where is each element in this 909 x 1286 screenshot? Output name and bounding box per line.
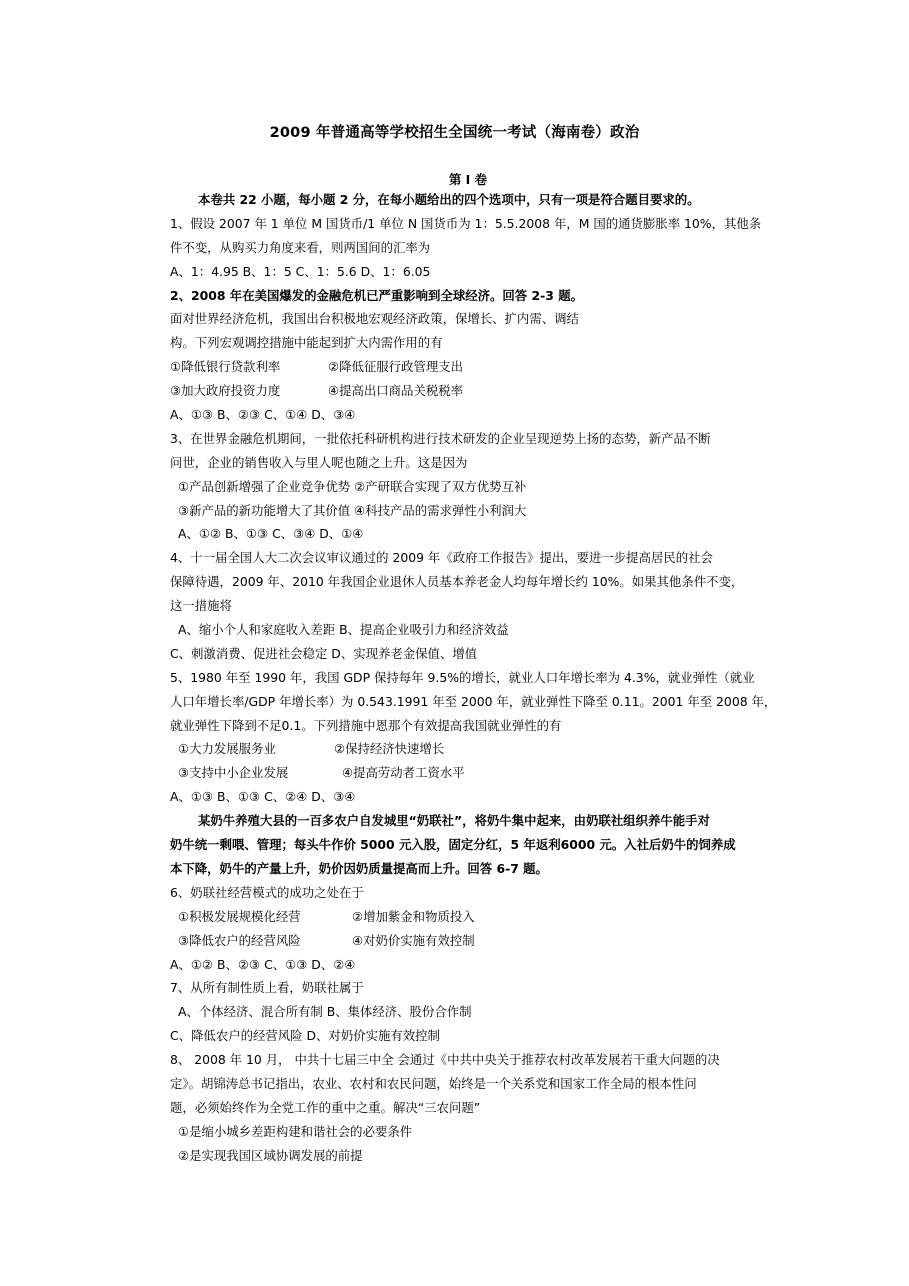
question-5-options: A、①③ B、①③ C、②④ D、③④: [170, 789, 356, 805]
question-2-stem: 2、2008 年在美国爆发的金融危机已严重影响到全球经济。回答 2-3 题。: [170, 287, 583, 303]
question-3-line-2: 问世，企业的销售收入与里人呢也随之上升。这是因为: [170, 454, 468, 470]
question-5-line-1: 5、1980 年至 1990 年，我国 GDP 保持每年 9.5%的增长，就业人口年增长率为 4.3%，就业弹性（就业: [170, 669, 755, 685]
question-5-line-2: 人口年增长率/GDP 年增长率）为 0.543.1991 年至 2000 年，就业弹性下降至 0.11。2001 年至 2008 年，: [170, 693, 777, 709]
question-7-stem: 7、从所有制性质上看，奶联社属于: [170, 980, 364, 996]
document-body: [170, 188, 782, 1168]
question-6-items-row-1: [170, 905, 782, 929]
question-4-line-1: 4、十一届全国人大二次会议审议通过的 2009 年《政府工作报告》提出，要进一步提高居民的社会: [170, 550, 713, 566]
question-3-line-1: 3、在世界金融危机期间，一批依托科研机构进行技术研发的企业呈现逆势上扬的态势，新产品不断: [170, 430, 711, 446]
question-5-line-3: 就业弹性下降到不足0.1。下列措施中恩那个有效提高我国就业弹性的有: [170, 717, 562, 733]
question-6-item-3: ③降低农户的经营风险: [178, 932, 301, 948]
question-5-items-row-1: [170, 737, 782, 761]
question-2-items-row-2: [170, 379, 782, 403]
question-1-options: A、1：4.95 B、1：5 C、1：5.6 D、1：6.05: [170, 263, 431, 279]
question-3-items-row-2: ③新产品的新功能增大了其价值 ④科技产品的需求弹性小利润大: [178, 502, 527, 518]
question-2-line-1: 面对世界经济危机，我国出台积极地宏观经济政策，保增长、扩内需、调结: [170, 311, 579, 327]
question-6-options: A、①② B、②③ C、①③ D、②④: [170, 956, 356, 972]
question-5-item-4: ④提高劳动者工资水平: [342, 765, 465, 781]
question-3-options: A、①② B、①③ C、③④ D、①④: [178, 526, 364, 542]
question-4-line-2: 保障待遇，2009 年、2010 年我国企业退休人员基本养老金人均每年增长约 10%。如果其他条件不变，: [170, 574, 744, 590]
passage-6-7-line-3: 本下降，奶牛的产量上升，奶价因奶质量提高而上升。回答 6-7 题。: [170, 860, 548, 876]
question-5-item-3: ③支持中小企业发展: [178, 765, 289, 781]
question-8-item-1: ①是缩小城乡差距构建和谐社会的必要条件: [178, 1123, 413, 1139]
question-6-item-2: ②增加紫金和物质投入: [352, 908, 475, 924]
question-7-options-row-1: A、个体经济、混合所有制 B、集体经济、股份合作制: [178, 1004, 472, 1020]
question-2-options: A、①③ B、②③ C、①④ D、③④: [170, 407, 356, 423]
question-6-item-1: ①积极发展规模化经营: [178, 908, 301, 924]
question-3-items-row-1: ①产品创新增强了企业竞争优势 ②产研联合实现了双方优势互补: [178, 478, 527, 494]
question-5-items-row-2: [170, 761, 782, 785]
passage-6-7-line-1: 某奶牛养殖大县的一百多农户自发城里“奶联社”，将奶牛集中起来，由奶联社组织养牛能手对: [198, 813, 710, 829]
document-title: 2009 年普通高等学校招生全国统一考试（海南卷）政治: [269, 125, 640, 141]
question-2-item-2: ②降低征服行政管理支出: [328, 359, 464, 375]
question-2-item-3: ③加大政府投资力度: [170, 383, 281, 399]
question-1-line-2: 件不变，从购买力角度来看，则两国间的汇率为: [170, 239, 431, 255]
question-4-options-row-2: C、刺激消费、促进社会稳定 D、实现养老金保值、增值: [170, 645, 478, 661]
question-8-line-1: 8、 2008 年 10 月， 中共十七届三中全 会通过《中共中央关于推荐农村改革发展若干重大问题的决: [170, 1052, 720, 1068]
question-6-stem: 6、奶联社经营模式的成功之处在于: [170, 884, 364, 900]
question-7-options-row-2: C、降低农户的经营风险 D、对奶价实施有效控制: [170, 1028, 440, 1044]
question-4-line-3: 这一措施将: [170, 598, 232, 614]
question-5-item-2: ②保持经济快速增长: [334, 741, 445, 757]
question-4-options-row-1: A、缩小个人和家庭收入差距 B、提高企业吸引力和经济效益: [178, 622, 509, 638]
question-2-item-4: ④提高出口商品关税税率: [328, 383, 464, 399]
question-6-item-4: ④对奶价实施有效控制: [352, 932, 475, 948]
question-1-line-1: 1、假设 2007 年 1 单位 M 国货币/1 单位 N 国货币为 1：5.5.2008 年，M 国的通货膨胀率 10%，其他条: [170, 215, 762, 231]
instructions: 本卷共 22 小题，每小题 2 分，在每小题给出的四个选项中，只有一项是符合题目要求的。: [198, 192, 700, 207]
question-6-items-row-2: [170, 929, 782, 953]
passage-6-7-line-2: 奶牛统一剩喂、管理；每头牛作价 5000 元入股，固定分红，5 年返利6000 元。入社后奶牛的饲养成: [170, 837, 736, 853]
question-2-item-1: ①降低银行贷款利率: [170, 359, 281, 375]
question-8-line-2: 定》。胡锦涛总书记指出，农业、农村和农民问题，始终是一个关系党和国家工作全局的根本性问: [170, 1075, 697, 1091]
question-5-item-1: ①大力发展服务业: [178, 741, 276, 757]
question-8-line-3: 题，必须始终作为全党工作的重中之重。解决“三农问题”: [170, 1099, 481, 1115]
question-8-item-2: ②是实现我国区域协调发展的前提: [178, 1147, 363, 1163]
question-2-items-row-1: [170, 355, 782, 379]
question-2-line-2: 构。下列宏观调控措施中能起到扩大内需作用的有: [170, 335, 443, 351]
section-heading: 第 I 卷: [448, 172, 488, 187]
